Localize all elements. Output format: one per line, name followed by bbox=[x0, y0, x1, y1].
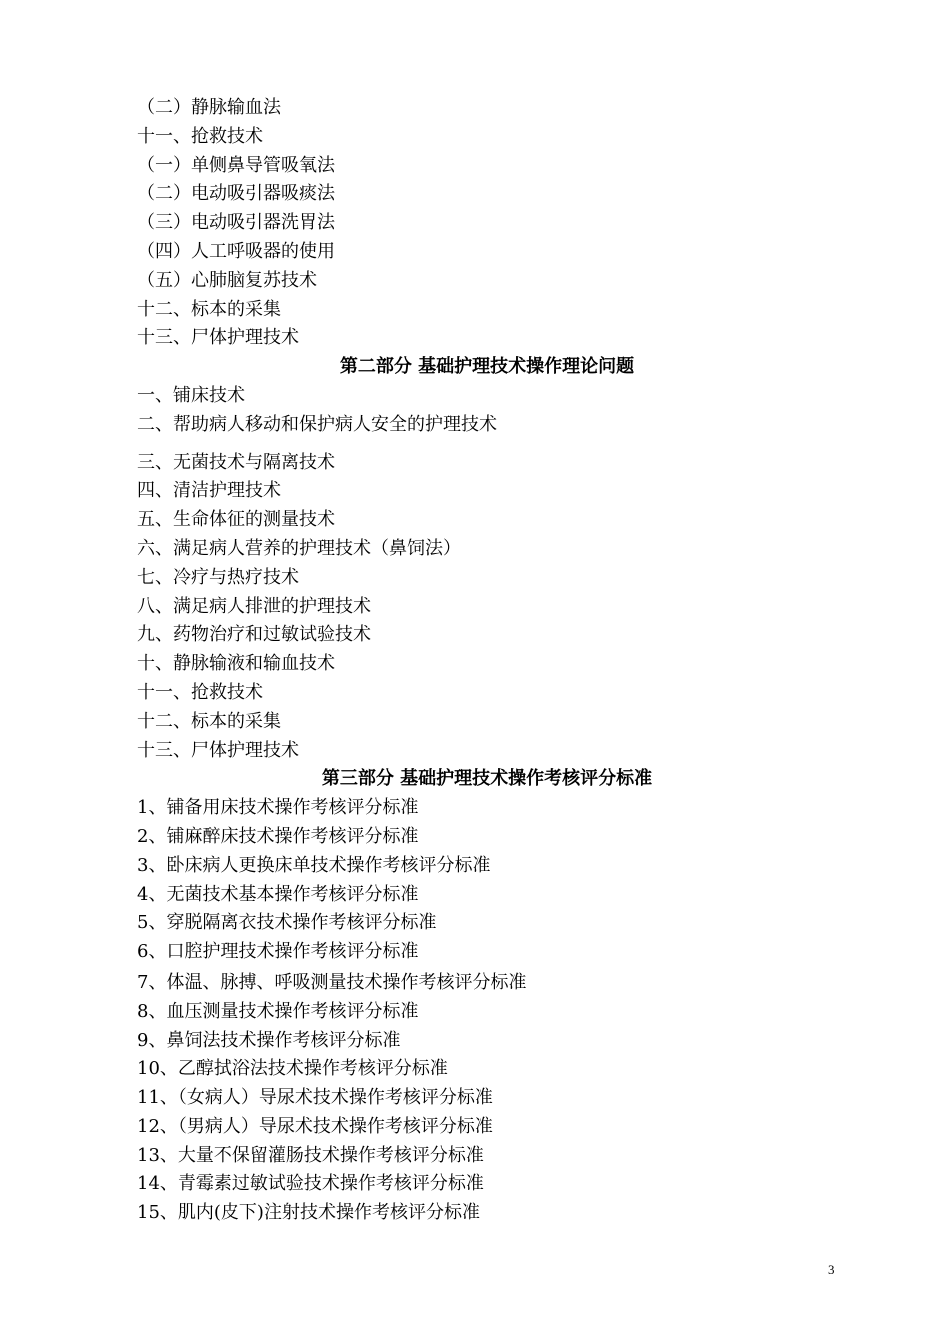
table-of-contents bbox=[137, 94, 837, 1228]
list-item: 13、大量不保留灌肠技术操作考核评分标准 bbox=[137, 1144, 484, 1166]
list-item: （一）单侧鼻导管吸氧法 bbox=[137, 154, 335, 176]
list-item: 一、铺床技术 bbox=[137, 384, 245, 406]
list-item: 1、铺备用床技术操作考核评分标准 bbox=[137, 797, 419, 819]
list-item: 十三、尸体护理技术 bbox=[137, 327, 299, 349]
page-number: 3 bbox=[828, 1262, 835, 1277]
list-item: 2、铺麻醉床技术操作考核评分标准 bbox=[137, 825, 419, 847]
list-item: 7、体温、脉搏、呼吸测量技术操作考核评分标准 bbox=[137, 971, 527, 993]
list-item: 九、药物治疗和过敏试验技术 bbox=[137, 624, 371, 646]
continued-list bbox=[137, 94, 837, 353]
list-item: （二）静脉输血法 bbox=[137, 97, 281, 118]
list-item: 9、鼻饲法技术操作考核评分标准 bbox=[137, 1029, 401, 1051]
part2-section bbox=[137, 353, 837, 765]
list-item: 三、无菌技术与隔离技术 bbox=[137, 451, 335, 473]
part3-heading: 第三部分 基础护理技术操作考核评分标准 bbox=[321, 768, 653, 790]
list-item: 七、冷疗与热疗技术 bbox=[137, 566, 299, 588]
list-item: 六、满足病人营养的护理技术（鼻饲法） bbox=[137, 537, 461, 559]
list-item: 3、卧床病人更换床单技术操作考核评分标准 bbox=[137, 854, 491, 876]
list-item: 10、乙醇拭浴法技术操作考核评分标准 bbox=[137, 1058, 448, 1080]
list-item: 八、满足病人排泄的护理技术 bbox=[137, 595, 371, 617]
list-item: 十一、抢救技术 bbox=[137, 681, 263, 703]
list-item: 四、清洁护理技术 bbox=[137, 480, 281, 502]
list-item: 十三、尸体护理技术 bbox=[137, 739, 299, 761]
list-item: （四）人工呼吸器的使用 bbox=[137, 240, 335, 262]
list-item: 十、静脉输液和输血技术 bbox=[137, 653, 335, 675]
list-item: 6、口腔护理技术操作考核评分标准 bbox=[137, 941, 419, 963]
list-item: 5、穿脱隔离衣技术操作考核评分标准 bbox=[137, 912, 437, 934]
part3-section bbox=[137, 765, 837, 1228]
part2-heading: 第二部分 基础护理技术操作理论问题 bbox=[339, 356, 635, 378]
list-item: 11、（女病人）导尿术技术操作考核评分标准 bbox=[137, 1087, 493, 1109]
list-item: 十二、标本的采集 bbox=[137, 710, 281, 732]
list-item: 五、生命体征的测量技术 bbox=[137, 509, 335, 531]
list-item: 十一、抢救技术 bbox=[137, 125, 263, 147]
list-item: 15、肌内(皮下)注射技术操作考核评分标准 bbox=[137, 1202, 480, 1224]
list-item: （五）心肺脑复苏技术 bbox=[137, 269, 317, 291]
list-item: （二）电动吸引器吸痰法 bbox=[137, 183, 335, 205]
list-item: 十二、标本的采集 bbox=[137, 298, 281, 320]
list-item: 二、帮助病人移动和保护病人安全的护理技术 bbox=[137, 413, 497, 435]
list-item: 14、青霉素过敏试验技术操作考核评分标准 bbox=[137, 1173, 484, 1195]
list-item: 8、血压测量技术操作考核评分标准 bbox=[137, 1000, 419, 1022]
list-item: （三）电动吸引器洗胃法 bbox=[137, 212, 335, 234]
list-item: 4、无菌技术基本操作考核评分标准 bbox=[137, 883, 419, 905]
list-item: 12、（男病人）导尿术技术操作考核评分标准 bbox=[137, 1115, 493, 1137]
